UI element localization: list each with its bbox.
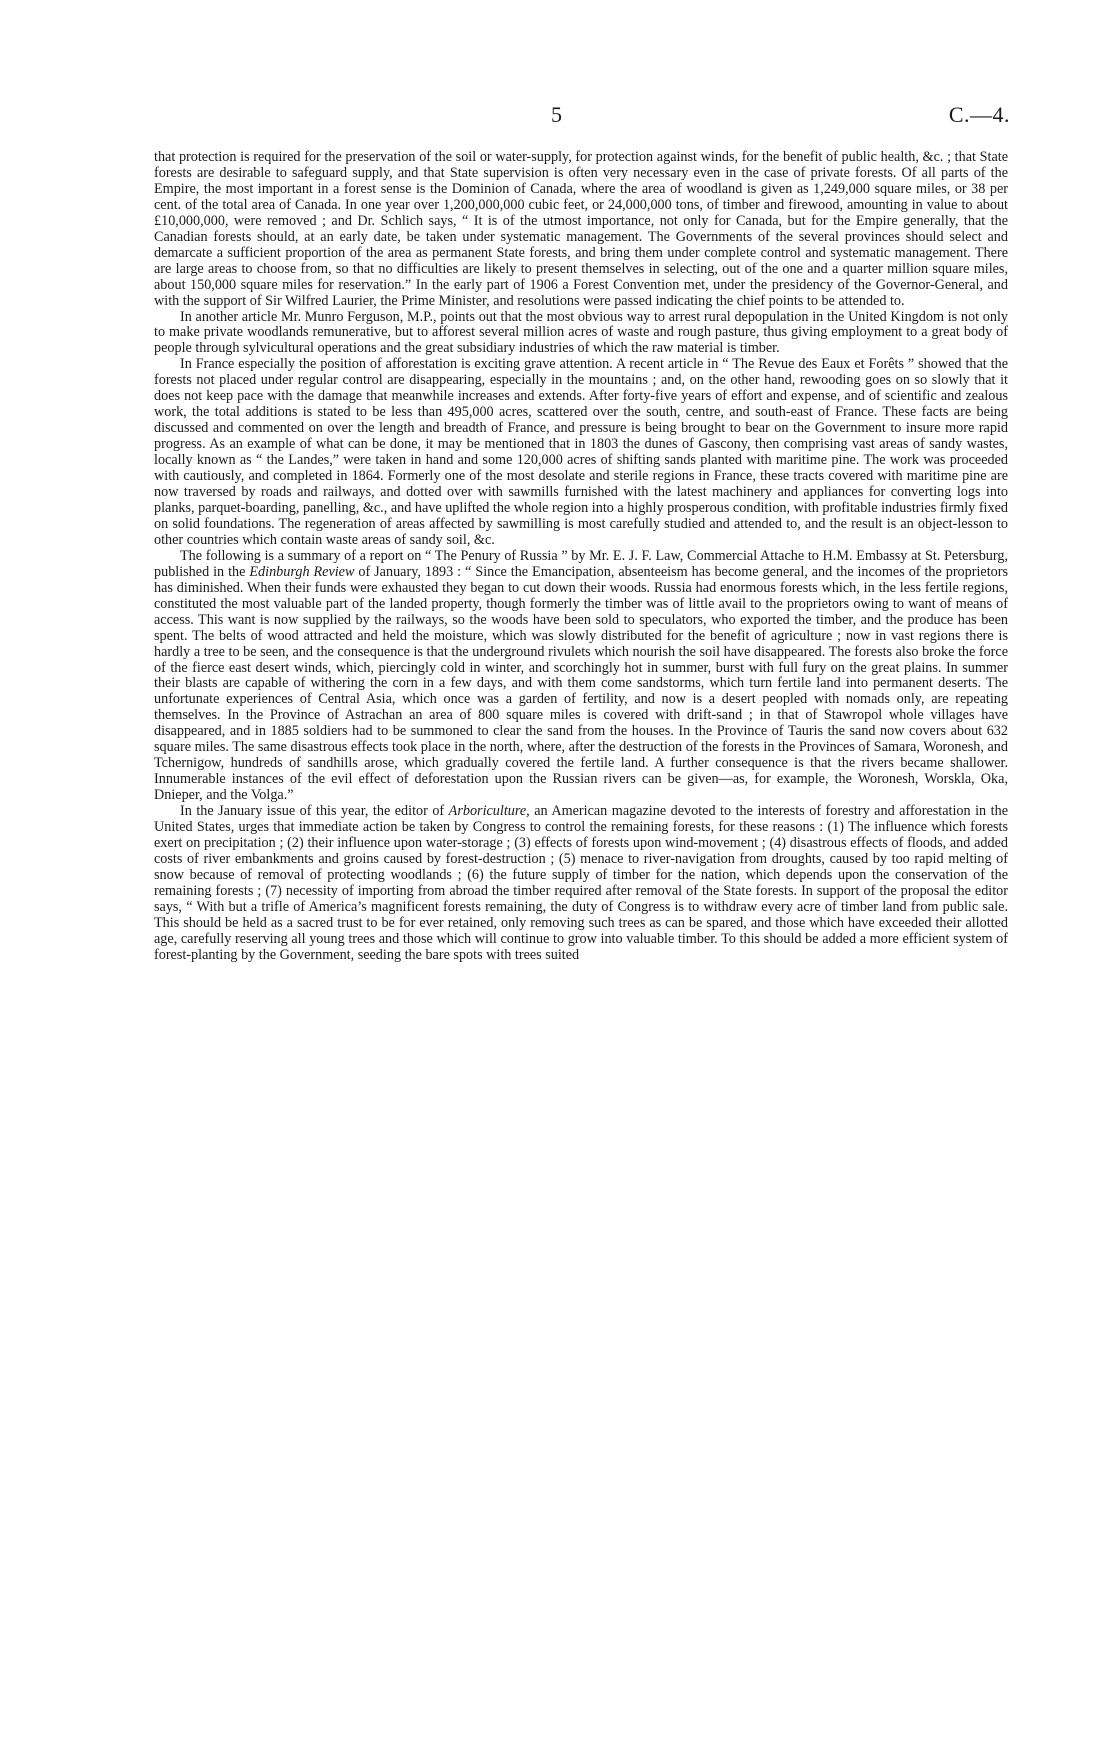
publication-title: Arboriculture, <box>448 803 530 820</box>
paragraph-text: In the January issue of this year, the editor of <box>180 803 449 820</box>
paragraph-text: In another article Mr. Munro Ferguson, M.P., points out that the most obvious way to arrest rural depopulation in the United Kingdom is not only to make private woodlands remunerative, but to afforest several million acres of waste and rough pasture, thus giving employment to a great body of people through sylvicultural operations and the great subsidiary industries of which the raw material is timber. <box>154 308 1008 357</box>
paragraph-text: In France especially the position of afforestation is exciting grave attention. A recent article in “ The Revue des Eaux et Forêts ” showed that the forests not placed under regular control are disappearing, especially in the mountains ; and, on the other hand, rewooding goes on so slowly that it does not keep pace with the damage that meanwhile increases and extends. After forty-five years of effort and expense, and of scientific and zealous work, the total additions is stated to be less than 495,000 acres, scattered over the south, centre, and south-east of France. These facts are being discussed and commented on over the length and breadth of France, and pressure is being brought to bear on the Government to insure more rapid progress. As an example of what can be done, it may be mentioned that in 1803 the dunes of Gascony, then comprising vast areas of sandy wastes, locally known as “ the Landes,” were taken in hand and some 120,000 acres of shifting sands planted with maritime pine. The work was proceeded with cautiously, and completed in 1864. Formerly one of the most desolate and sterile regions in France, these tracts covered with maritime pine are now traversed by roads and railways, and dotted over with sawmills furnished with the latest machinery and appliances for converting logs into planks, parquet-boarding, panelling, &c., and have uplifted the whole region into a highly prosperous condition, with profitable industries firmly fixed on solid foundations. The regeneration of areas affected by sawmilling is most carefully studied and attended to, and the result is an object-lesson to other countries which contain waste areas of sandy soil, &c. <box>154 356 1008 548</box>
paragraph-1 <box>154 150 1008 310</box>
paragraph-5 <box>154 804 1008 964</box>
paragraph-3 <box>154 357 1008 548</box>
paragraph-text: of January, 1893 : “ Since the Emancipation, absenteeism has become general, and the incomes of the proprietors has diminished. When their funds were exhausted they began to cut down their woods. Russia had enormous forests which, in the less fertile regions, constituted the most valuable part of the landed property, though formerly the timber was of little avail to the proprietors owing to want of means of access. This want is now supplied by the railways, so the woods have been sold to speculators, who exported the timber, and the produce has been spent. The belts of wood attracted and held the moisture, which was slowly distributed for the benefit of agriculture ; now in vast regions there is hardly a tree to be seen, and the consequence is that the underground rivulets which nourish the soil have disappeared. The forests also broke the force of the fierce east desert winds, which, piercingly cold in winter, and scorchingly hot in summer, burst with full fury on the great plains. In summer their blasts are capable of withering the corn in a few days, and with them come sandstorms, which turn fertile land into permanent deserts. The unfortunate experiences of Central Asia, which once was a garden of fertility, and now is a desert peopled with nomads only, are repeating themselves. In the Province of Astrachan an area of 800 square miles is covered with drift-sand ; in that of Stawropol whole villages have disappeared, and in 1885 soldiers had to be summoned to clear the sand from the houses. In the Province of Tauris the sand now covers about 632 square miles. The same disastrous effects took place in the north, where, after the destruction of the forests in the Provinces of Samara, Woronesh, and Tchernigow, hundreds of sandhills arose, which gradually covered the fertile land. A further consequence is that the rivers became shallower. Innumerable instances of the evil effect of deforestation upon the Russian rivers can be given—as, for example, the Woronesh, Worskla, Oka, Dnieper, and the Volga.” <box>154 563 1008 804</box>
publication-title: Edinburgh Review <box>249 563 355 580</box>
paragraph-4 <box>154 549 1008 804</box>
paragraph-text: that protection is required for the preservation of the soil or water-supply, for protection against winds, for the benefit of public health, &c. ; that State forests are desirable to safeguard supply, and that State supervision is often very necessary even in the case of private forests. Of all parts of the Empire, the most important in a forest sense is the Dominion of Canada, where the area of woodland is given as 1,249,000 square miles, or 38 per cent. of the total area of Canada. In one year over 1,200,000,000 cubic feet, or 24,000,000 tons, of timber and firewood, amounting in value to about £10,000,000, were removed ; and Dr. Schlich says, “ It is of the utmost importance, not only for Canada, but for the Empire generally, that the Canadian forests should, at an early date, be taken under systematic management. The Governments of the several provinces should select and demarcate a sufficient proportion of the area as permanent State forests, and bring them under complete control and systematic management. There are large areas to choose from, so that no difficulties are likely to present themselves in selecting, out of the one and a quarter million square miles, about 150,000 square miles for reservation.” In the early part of 1906 a Forest Convention met, under the presidency of the Governor-General, and with the support of Sir Wilfred Laurier, the Prime Minister, and resolutions were passed indicating the chief points to be attended to. <box>154 149 1008 309</box>
paragraph-text: The following is a summary of a report on “ The Penury of Russia ” by Mr. E. J. F. Law, Commercial Attache to H.M. Embassy at St. Petersburg, published in the <box>154 547 1008 580</box>
paragraph-text: an American magazine devoted to the interests of forestry and afforestation in the United States, urges that immediate action be taken by Congress to control the remaining forests, for these reasons : (1) The influence which forests exert on precipitation ; (2) their influence upon water-storage ; (3) effects of forests upon wind-movement ; (4) disastrous effects of floods, and added costs of river embankments and groins caused by forest-destruction ; (5) menace to river-navigation from droughts, caused by too rapid melting of snow because of removal of protecting woodlands ; (6) the future supply of timber for the nation, which depends upon the conservation of the remaining forests ; (7) necessity of importing from abroad the timber required after removal of the State forests. In support of the proposal the editor says, “ With but a trifle of America’s magnificent forests remaining, the duty of Congress is to withdraw every acre of timber land from public sale. This should be held as a sacred trust to be for ever retained, only removing such trees as can be spared, and those which have exceeded their allotted age, carefully reserving all young trees and those which will continue to grow into valuable timber. To this should be added a more efficient system of forest-planting by the Government, seeding the bare spots with trees suited <box>154 803 1008 963</box>
page-number: 5 <box>551 102 562 127</box>
paragraph-2 <box>154 310 1008 358</box>
document-reference: C.—4. <box>948 102 1010 127</box>
body-text <box>154 150 1008 964</box>
